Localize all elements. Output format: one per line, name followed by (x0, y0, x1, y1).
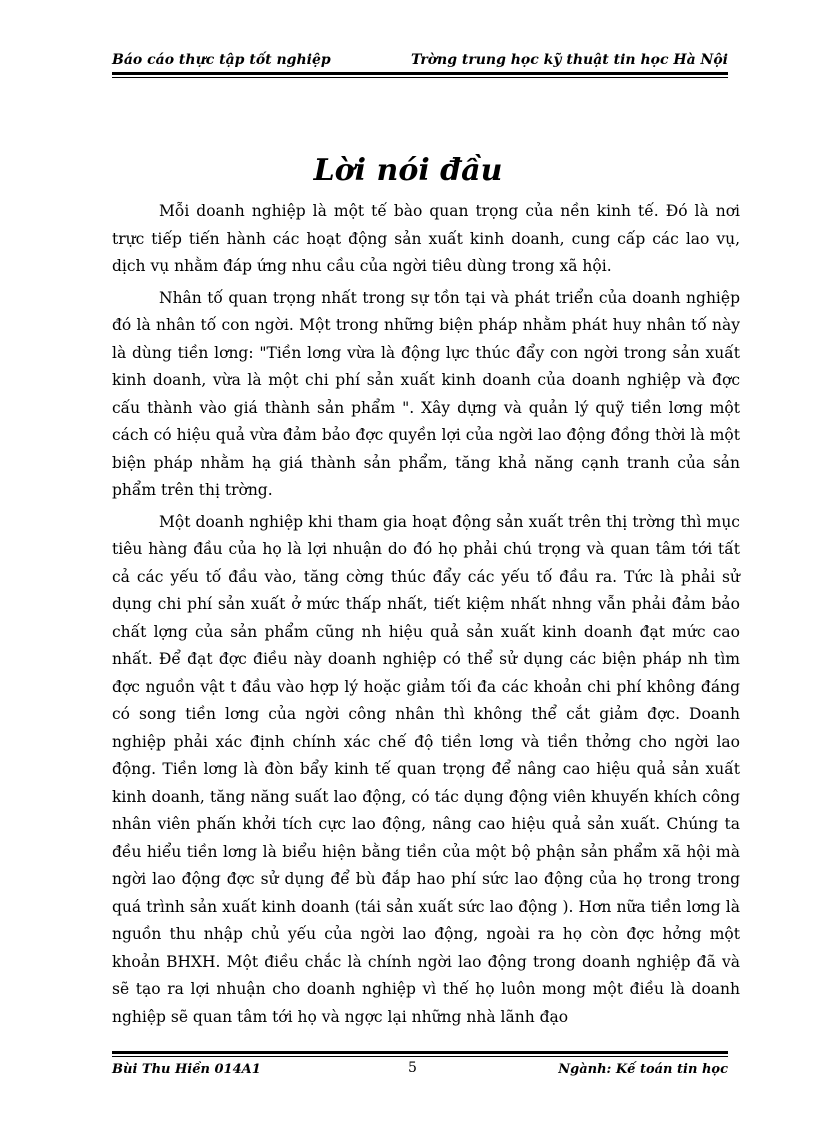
document-body (112, 198, 740, 1035)
page-header (112, 46, 728, 70)
header-rule-thick (112, 72, 728, 75)
page-title: Lời nói đầu (313, 153, 503, 188)
footer-major: Ngành: Kế toán tin học (558, 1062, 728, 1077)
footer-rule-thick (112, 1051, 728, 1054)
header-rule-thin (112, 77, 728, 78)
page-number: 5 (408, 1060, 417, 1076)
paragraph-1: Mỗi doanh nghiệp là một tế bào quan trọng của nền kinh tế. Đó là nơi trực tiếp tiến hành các hoạt động sản xuất kinh doanh, cung cấp các lao vụ, dịch vụ nhằm đáp ứng nhu cầu của ngời tiêu dùng trong xã hội. (112, 202, 740, 275)
footer-rule-thin (112, 1056, 728, 1057)
header-school-name: Trờng trung học kỹ thuật tin học Hà Nội (410, 52, 728, 68)
paragraph-2: Nhân tố quan trọng nhất trong sự tồn tại và phát triển của doanh nghiệp đó là nhân tố con ngời. Một trong những biện pháp nhằm phát huy nhân tố này là dùng tiền lơng: "Tiền lơng vừa là động lực thúc đẩy con ngời trong sản xuất kinh doanh, vừa là một chi phí sản xuất kinh doanh của doanh nghiệp và đợc cấu thành vào giá thành sản phẩm ". Xây dựng và quản lý quỹ tiền lơng một cách có hiệu quả vừa đảm bảo đợc quyền lợi của ngời lao động đồng thời là một biện pháp nhằm hạ giá thành sản phẩm, tăng khả năng cạnh tranh của sản phẩm trên thị trờng. (112, 288, 740, 499)
header-report-title: Báo cáo thực tập tốt nghiệp (112, 52, 331, 68)
paragraph-3: Một doanh nghiệp khi tham gia hoạt động sản xuất trên thị trờng thì mục tiêu hàng đầu của họ là lợi nhuận do đó họ phải chú trọng và quan tâm tới tất cả các yếu tố đầu vào, tăng cờng thúc đẩy các yếu tố đầu ra. Tức là phải sử dụng chi phí sản xuất ở mức thấp nhất, tiết kiệm nhất nhng vẫn phải đảm bảo chất lợng của sản phẩm cũng nh hiệu quả sản xuất kinh doanh đạt mức cao nhất. Để đạt đợc điều này doanh nghiệp có thể sử dụng các biện pháp nh tìm đợc nguồn vật t đầu vào hợp lý hoặc giảm tối đa các khoản chi phí không đáng có song tiền lơng của ngời công nhân thì không thể cắt giảm đợc. Doanh nghiệp phải xác định chính xác chế độ tiền lơng và tiền thởng cho ngời lao động. Tiền lơng là đòn bẩy kinh tế quan trọng để nâng cao hiệu quả sản xuất kinh doanh, tăng năng suất lao động, có tác dụng động viên khuyến khích công nhân viên phấn khởi tích cực lao động, nâng cao hiệu quả sản xuất. Chúng ta đều hiểu tiền lơng là biểu hiện bằng tiền của một bộ phận sản phẩm xã hội mà ngời lao động đợc sử dụng để bù đắp hao phí sức lao động của họ trong trong quá trình sản xuất kinh doanh (tái sản xuất sức lao động ). Hơn nữa tiền lơng là nguồn thu nhập chủ yếu của ngời lao động, ngoài ra họ còn đợc hởng một khoản BHXH. Một điều chắc là chính ngời lao động trong doanh nghiệp đã và sẽ tạo ra lợi nhuận cho doanh nghiệp vì thế họ luôn mong một điều là doanh nghiệp sẽ quan tâm tới họ và ngợc lại những nhà lãnh đạo (112, 512, 740, 1026)
page-footer (112, 1060, 728, 1080)
footer-author: Bùi Thu Hiền 014A1 (112, 1062, 261, 1077)
